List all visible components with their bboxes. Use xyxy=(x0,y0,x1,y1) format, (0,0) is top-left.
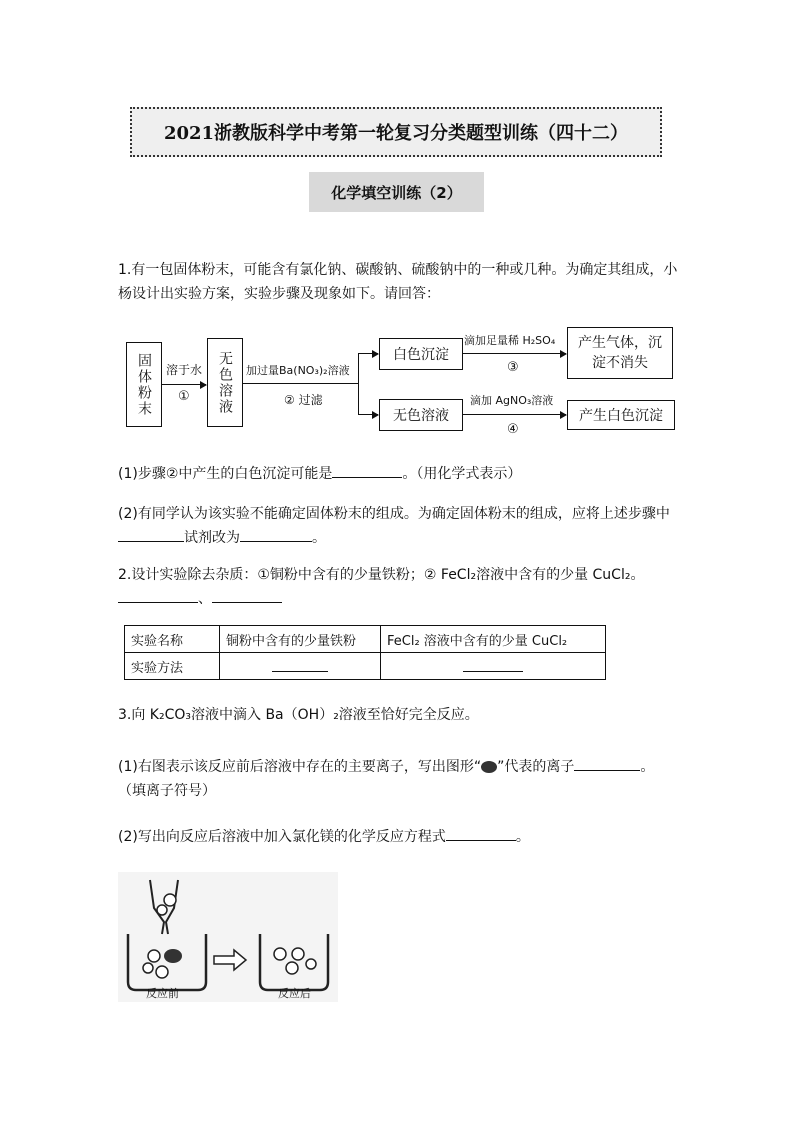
flow-box-colorless-solution: 无色溶液 xyxy=(207,338,243,427)
flow-branch-line xyxy=(358,353,359,414)
flow-arrow-4 xyxy=(463,414,566,415)
answer-blank-2[interactable] xyxy=(118,527,184,542)
answer-blank-5[interactable] xyxy=(212,588,282,603)
answer-blank-7[interactable] xyxy=(463,657,523,672)
flow-box-white-precipitate-2: 产生白色沉淀 xyxy=(567,400,675,430)
section-subtitle: 化学填空训练（2） xyxy=(309,172,484,212)
q1-sub2: (2)有同学认为该实验不能确定固体粉末的组成。为确定固体粉末的组成，应将上述步骤中 试剂改为 。 xyxy=(118,506,670,546)
flow-arrow-3 xyxy=(463,353,566,354)
q3-stem: 3.向 K₂CO₃溶液中滴入 Ba（OH）₂溶液至恰好完全反应。 xyxy=(118,707,479,723)
q2-stem: 2.设计实验除去杂质：①铜粉中含有的少量铁粉；② FeCl₂溶液中含有的少量 CuCl₂。 、 xyxy=(118,567,645,607)
flow-arrowhead-top xyxy=(372,350,379,358)
flow-label-step3: ③ xyxy=(507,360,519,375)
table-cell: FeCl₂ 溶液中含有的少量 CuCl₂ xyxy=(381,626,606,653)
flow-label-dissolve: 溶于水 xyxy=(166,363,203,377)
answer-blank-9[interactable] xyxy=(446,826,516,841)
table-cell: 铜粉中含有的少量铁粉 xyxy=(220,626,381,653)
answer-blank-3[interactable] xyxy=(240,527,312,542)
beaker-diagram xyxy=(118,872,338,1002)
flow-arrow-2 xyxy=(243,383,358,384)
reaction-figure xyxy=(118,872,338,1002)
flow-box-colorless-solution-2: 无色溶液 xyxy=(379,399,463,431)
answer-blank-8[interactable] xyxy=(574,756,640,771)
table-cell xyxy=(220,653,381,680)
flow-box-solid-powder: 固体粉末 xyxy=(126,342,162,427)
flow-arrowhead-3 xyxy=(560,350,567,358)
flow-arrowhead-bottom xyxy=(372,411,379,419)
q3-sub1: (1)右图表示该反应前后溶液中存在的主要离子，写出图形“ ”代表的离子 。 （填离子符号） xyxy=(118,755,678,803)
q2-table xyxy=(124,625,606,680)
flow-box-white-precipitate: 白色沉淀 xyxy=(379,338,463,370)
worksheet-title: 2021浙教版科学中考第一轮复习分类题型训练（四十二） xyxy=(130,107,662,157)
label-after: 反应后 xyxy=(278,987,311,1000)
answer-blank-1[interactable] xyxy=(332,463,402,478)
table-cell: 实验名称 xyxy=(125,626,220,653)
q1-stem: 1.有一包固体粉末，可能含有氯化钠、碳酸钠、硫酸钠中的一种或几种。为确定其组成，小 杨设计出实验方案，实验步骤及现象如下。请回答： xyxy=(118,262,678,302)
flow-label-step1: ① xyxy=(178,389,190,404)
flow-arrowhead-1 xyxy=(200,381,207,389)
flow-arrowhead-4 xyxy=(560,411,567,419)
table-cell: 实验方法 xyxy=(125,653,220,680)
q1-sub1: (1)步骤②中产生的白色沉淀可能是 。（用化学式表示） xyxy=(118,462,678,486)
label-before: 反应前 xyxy=(146,987,179,1000)
answer-blank-6[interactable] xyxy=(272,657,328,672)
flow-box-gas: 产生气体，沉淀不消失 xyxy=(567,327,673,379)
flow-label-h2so4: 滴加足量稀 H₂SO₄ xyxy=(464,334,556,347)
answer-blank-4[interactable] xyxy=(118,588,198,603)
flow-label-agno3: 滴加 AgNO₃溶液 xyxy=(470,394,554,407)
flow-label-step2: ② 过滤 xyxy=(284,393,323,407)
flow-label-step4: ④ xyxy=(507,422,519,437)
dark-ion-icon xyxy=(481,761,497,773)
q3-sub2: (2)写出向反应后溶液中加入氯化镁的化学反应方程式 。 xyxy=(118,825,678,849)
table-cell xyxy=(381,653,606,680)
flow-label-ba-nitrate: 加过量Ba(NO₃)₂溶液 xyxy=(246,364,350,377)
